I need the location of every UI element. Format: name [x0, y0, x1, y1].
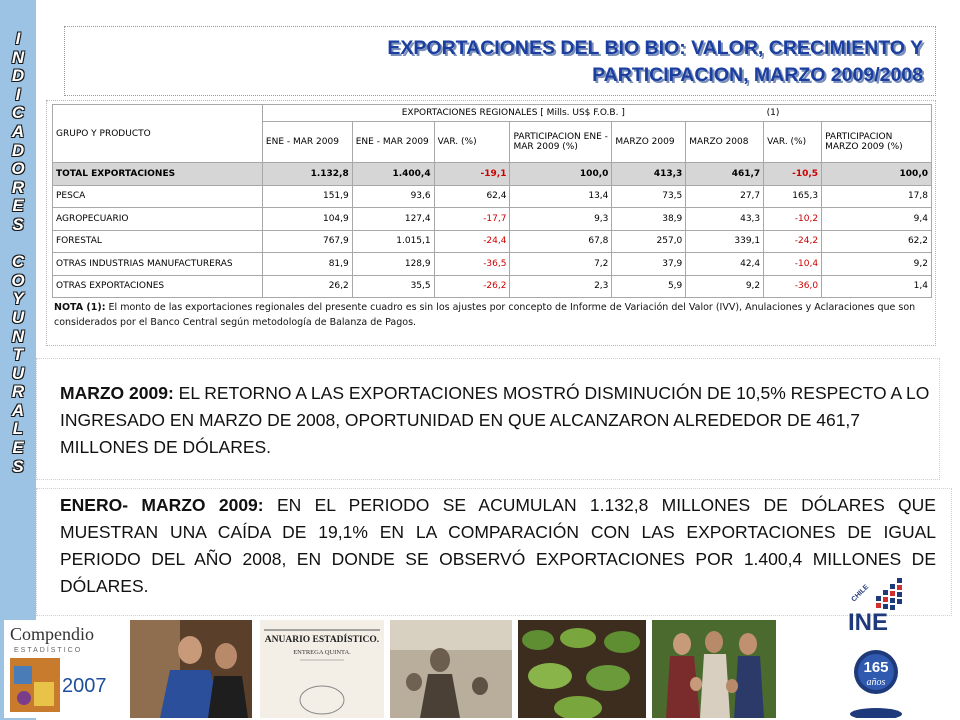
- ine-logo: [836, 572, 956, 718]
- table-cell: 5,9: [612, 275, 686, 298]
- table-cell: 2,3: [510, 275, 612, 298]
- table-cell: -36,0: [764, 275, 822, 298]
- compendio-year: 2007: [62, 675, 107, 697]
- table-cell: 127,4: [352, 208, 434, 231]
- left-sidebar: [0, 0, 36, 720]
- row-label: AGROPECUARIO: [53, 208, 263, 231]
- table-note: [54, 300, 932, 330]
- table-cell: 62,4: [434, 185, 510, 208]
- column-header: ENE - MAR 2009: [262, 122, 352, 163]
- table-cell: 413,3: [612, 163, 686, 186]
- anuario-subtitle: ENTREGA QUINTA.: [293, 649, 351, 656]
- note-label: NOTA (1):: [54, 302, 106, 313]
- sidebar-letter: S: [12, 456, 24, 476]
- column-header: PARTICIPACION ENE - MAR 2009 (%): [510, 122, 612, 163]
- column-header: ENE - MAR 2009: [352, 122, 434, 163]
- table-row: [53, 230, 932, 253]
- super-header-note: (1): [764, 105, 932, 122]
- table-row: [53, 208, 932, 231]
- sidebar-letter: E: [12, 438, 24, 458]
- anuario-title: ANUARIO ESTADÍSTICO.: [264, 635, 380, 645]
- table-cell: 9,3: [510, 208, 612, 231]
- sidebar-letter: O: [11, 159, 25, 179]
- row-label: PESCA: [53, 185, 263, 208]
- page-title-line2: PARTICIPACION, MARZO 2009/2008: [592, 64, 923, 86]
- table-cell: 38,9: [612, 208, 686, 231]
- table-cell: -26,2: [434, 275, 510, 298]
- compendio-subtitle: ESTADÍSTICO: [14, 647, 83, 654]
- table-cell: 27,7: [686, 185, 764, 208]
- sidebar-letter: Y: [12, 289, 24, 309]
- sidebar-letter: E: [12, 196, 24, 216]
- table-cell: 7,2: [510, 253, 612, 276]
- table-cell: 100,0: [510, 163, 612, 186]
- sidebar-letter: R: [11, 177, 25, 197]
- exports-table: [52, 104, 932, 298]
- sidebar-letter: D: [11, 140, 25, 160]
- table-cell: 26,2: [262, 275, 352, 298]
- table-cell: 767,9: [262, 230, 352, 253]
- anniversary-number: 165: [863, 659, 889, 676]
- table-cell: 9,2: [822, 253, 932, 276]
- sidebar-letter: N: [11, 326, 25, 346]
- table-cell: 461,7: [686, 163, 764, 186]
- super-header: EXPORTACIONES REGIONALES [ Mills. US$ F.O.B. ]: [262, 105, 763, 122]
- photo-people: [130, 620, 252, 718]
- table-row: [53, 275, 932, 298]
- paragraph-jan-march: [60, 492, 936, 600]
- sidebar-letter: U: [11, 307, 25, 327]
- anniversary-word: años: [866, 677, 886, 688]
- paragraph-march-lead: MARZO 2009:: [60, 383, 174, 403]
- table-cell: -17,7: [434, 208, 510, 231]
- compendio-title: Compendio: [10, 624, 94, 644]
- anuario-estadistico-cover: [260, 620, 384, 718]
- sidebar-letter: S: [12, 214, 24, 234]
- table-row: [53, 253, 932, 276]
- table-row: [53, 185, 932, 208]
- sidebar-letter: A: [11, 121, 25, 141]
- table-cell: 9,4: [822, 208, 932, 231]
- table-cell: 42,4: [686, 253, 764, 276]
- title-box: [64, 26, 936, 96]
- table-cell: -10,2: [764, 208, 822, 231]
- note-text: El monto de las exportaciones regionales del presente cuadro es sin los ajustes por concepto de Informe de Variación del Valor (IVV), Anulaciones y Aclaraciones que son considerados por el Banco Central según metodología de Balanza de Pagos.: [54, 302, 916, 328]
- sidebar-letter: N: [11, 47, 25, 67]
- historic-photo: [390, 620, 512, 718]
- table-cell: 73,5: [612, 185, 686, 208]
- table-cell: 128,9: [352, 253, 434, 276]
- table-cell: 1.400,4: [352, 163, 434, 186]
- row-label: TOTAL EXPORTACIONES: [53, 163, 263, 186]
- table-cell: 13,4: [510, 185, 612, 208]
- sidebar-letter: D: [11, 66, 25, 86]
- table-cell: -10,5: [764, 163, 822, 186]
- paragraph-march-text: EL RETORNO A LAS EXPORTACIONES MOSTRÓ DISMINUCIÓN DE 10,5% RESPECTO A LO INGRESADO EN MARZO DE 2008, OPORTUNIDAD EN QUE ALCANZARON ALREDEDOR DE 461,7 MILLONES DE DÓLARES.: [60, 383, 930, 457]
- sidebar-spacer: [0, 235, 36, 254]
- sidebar-letter: U: [11, 363, 25, 383]
- crops-photo: [518, 620, 646, 718]
- table-cell: 165,3: [764, 185, 822, 208]
- sidebar-letter: O: [11, 270, 25, 290]
- sidebar-letter: A: [11, 400, 25, 420]
- table-cell: 43,3: [686, 208, 764, 231]
- sidebar-letter: C: [11, 103, 25, 123]
- table-super-header-row: [53, 105, 932, 122]
- table-cell: 257,0: [612, 230, 686, 253]
- table-cell: -10,4: [764, 253, 822, 276]
- table-cell: 100,0: [822, 163, 932, 186]
- vertical-title: [0, 30, 36, 476]
- table-cell: -24,4: [434, 230, 510, 253]
- table-cell: 339,1: [686, 230, 764, 253]
- group-header: GRUPO Y PRODUCTO: [53, 105, 263, 163]
- column-header: MARZO 2008: [686, 122, 764, 163]
- column-header: VAR. (%): [434, 122, 510, 163]
- column-header: VAR. (%): [764, 122, 822, 163]
- table-cell: 81,9: [262, 253, 352, 276]
- column-header: PARTICIPACION MARZO 2009 (%): [822, 122, 932, 163]
- table-cell: -36,5: [434, 253, 510, 276]
- sidebar-letter: C: [11, 252, 25, 272]
- table-cell: 9,2: [686, 275, 764, 298]
- table-cell: 104,9: [262, 208, 352, 231]
- compendio-2007-cover: [4, 620, 122, 718]
- table-cell: 62,2: [822, 230, 932, 253]
- anniversary-165-badge: [854, 650, 898, 694]
- table-cell: 151,9: [262, 185, 352, 208]
- table-row-total: [53, 163, 932, 186]
- column-header: MARZO 2009: [612, 122, 686, 163]
- ine-chile-label: CHILE: [850, 583, 871, 604]
- row-label: OTRAS EXPORTACIONES: [53, 275, 263, 298]
- table-cell: 93,6: [352, 185, 434, 208]
- table-cell: -19,1: [434, 163, 510, 186]
- table-cell: -24,2: [764, 230, 822, 253]
- table-cell: 37,9: [612, 253, 686, 276]
- ine-name: INE: [848, 609, 889, 636]
- ine-logo-bars-icon: [876, 578, 902, 610]
- row-label: OTRAS INDUSTRIAS MANUFACTURERAS: [53, 253, 263, 276]
- table-cell: 1,4: [822, 275, 932, 298]
- table-cell: 1.015,1: [352, 230, 434, 253]
- table-cell: 67,8: [510, 230, 612, 253]
- sidebar-letter: L: [12, 419, 24, 439]
- family-photo: [652, 620, 776, 718]
- paragraph-march: [60, 380, 940, 461]
- table-cell: 17,8: [822, 185, 932, 208]
- row-label: FORESTAL: [53, 230, 263, 253]
- sidebar-letter: R: [11, 382, 25, 402]
- table-cell: 35,5: [352, 275, 434, 298]
- sidebar-letter: I: [15, 29, 21, 48]
- sidebar-letter: I: [15, 84, 21, 104]
- paragraph-jan-march-text: EN EL PERIODO SE ACUMULAN 1.132,8 MILLONES DE DÓLARES QUE MUESTRAN UNA CAÍDA DE 19,1% EN LA COMPARACIÓN CON LAS EXPORTACIONES DE IGUAL PERIODO DEL AÑO 2008, EN DONDE SE OBSERVÓ EXPORTACIONES POR 1.400,4 MILLONES DE DÓLARES.: [60, 495, 936, 596]
- page-title: [387, 35, 923, 89]
- page-title-line1: EXPORTACIONES DEL BIO BIO: VALOR, CRECIMIENTO Y: [387, 37, 923, 59]
- paragraph-jan-march-lead: ENERO- MARZO 2009:: [60, 495, 264, 515]
- sidebar-letter: T: [12, 345, 24, 365]
- table-cell: 1.132,8: [262, 163, 352, 186]
